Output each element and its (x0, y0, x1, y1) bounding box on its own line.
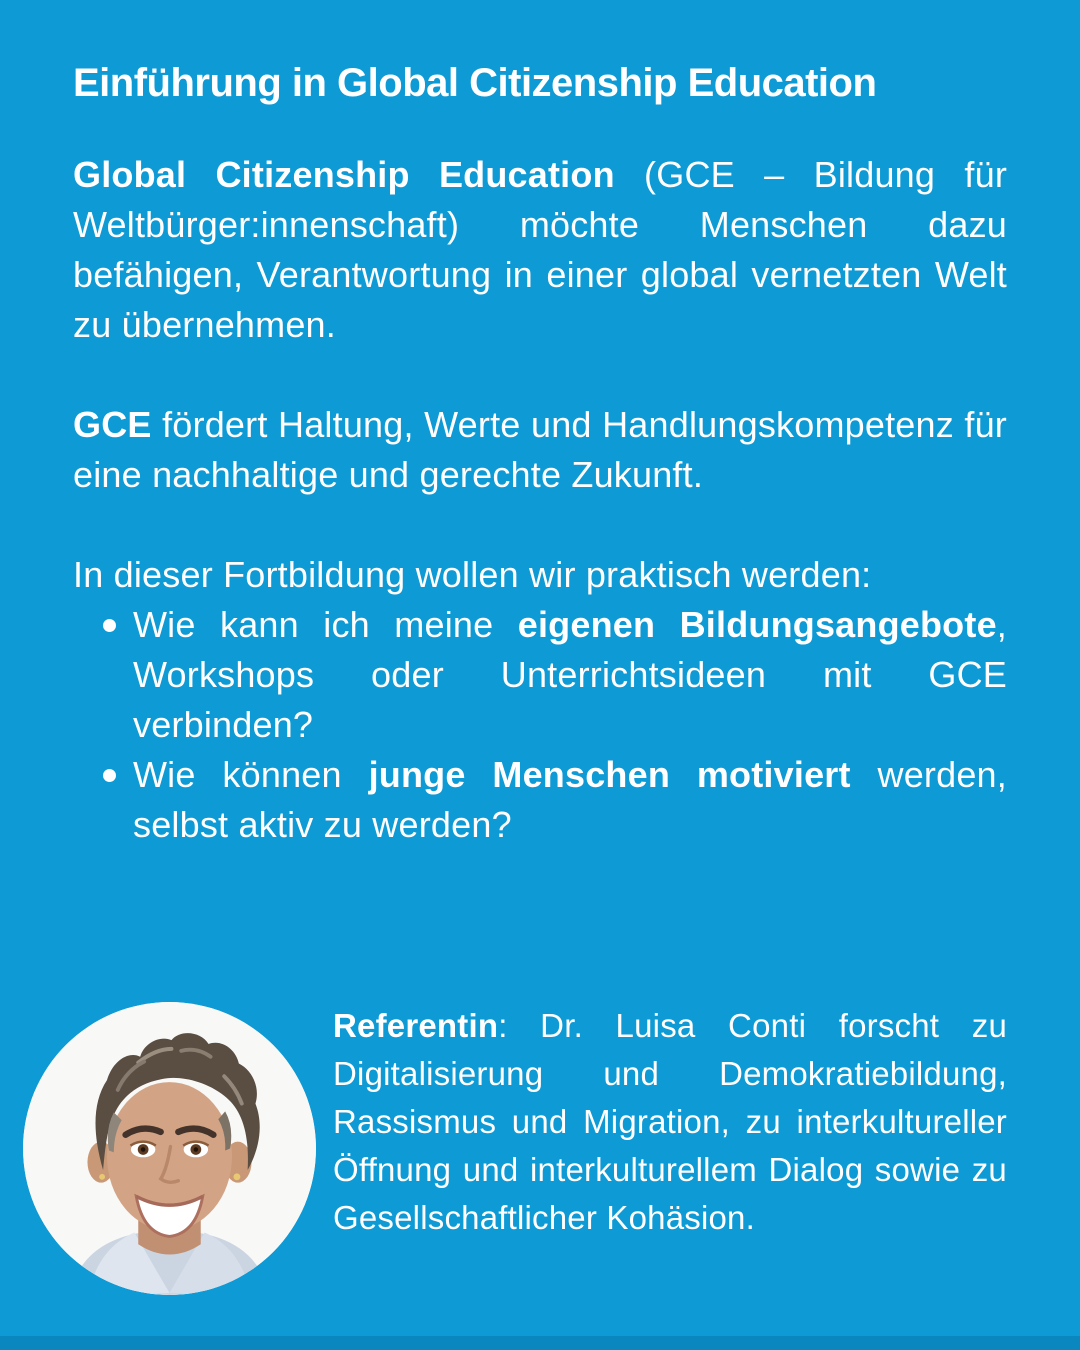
page-title: Einführung in Global Citizenship Education (73, 61, 877, 105)
bullet-1-pre: Wie kann ich meine (133, 604, 518, 645)
bullet-1-post: , Workshops oder Unterrichtsideen mit GCE verbinden? (133, 604, 1007, 745)
intro-rest: (GCE – Bildung für Weltbürger:innenschaft) möchte Menschen dazu befähigen, Verantwortung in einer global vernetzten Welt zu übernehmen. (73, 154, 1008, 345)
gce-paragraph (73, 400, 1007, 500)
intro-lead-bold: Global Citizenship Education (73, 154, 615, 195)
gce-lead-bold: GCE (73, 404, 152, 445)
speaker-bio (333, 1002, 1007, 1242)
intro-paragraph (73, 150, 1007, 350)
speaker-photo (23, 1002, 316, 1295)
bullet-marker (103, 769, 116, 782)
list-intro: In dieser Fortbildung wollen wir praktisch werden: (73, 554, 872, 595)
speaker-bio-text: : Dr. Luisa Conti forscht zu Digitalisierung und Demokratiebildung, Rassismus und Migration, zu interkultureller Öffnung und interkulturellem Dialog sowie zu Gesellschaftlicher Kohäsion. (333, 1007, 1007, 1236)
speaker-label: Referentin (333, 1007, 499, 1044)
bullet-2-bold: junge Menschen motiviert (368, 754, 851, 795)
list-item (133, 600, 1007, 750)
speaker-section (0, 1000, 1080, 1296)
footer-bar (0, 1336, 1080, 1350)
bullet-marker (103, 619, 116, 632)
bullet-2-post: werden, selbst aktiv zu werden? (133, 754, 1007, 845)
bullet-2-pre: Wie können (133, 754, 369, 795)
gce-rest: fördert Haltung, Werte und Handlungskompetenz für eine nachhaltige und gerechte Zukunft. (73, 404, 1007, 495)
bullet-list (73, 600, 1007, 850)
bullet-1-bold: eigenen Bildungsangebote (517, 604, 997, 645)
content (73, 58, 1007, 850)
portrait-illustration (23, 1002, 316, 1295)
list-item (133, 750, 1007, 850)
